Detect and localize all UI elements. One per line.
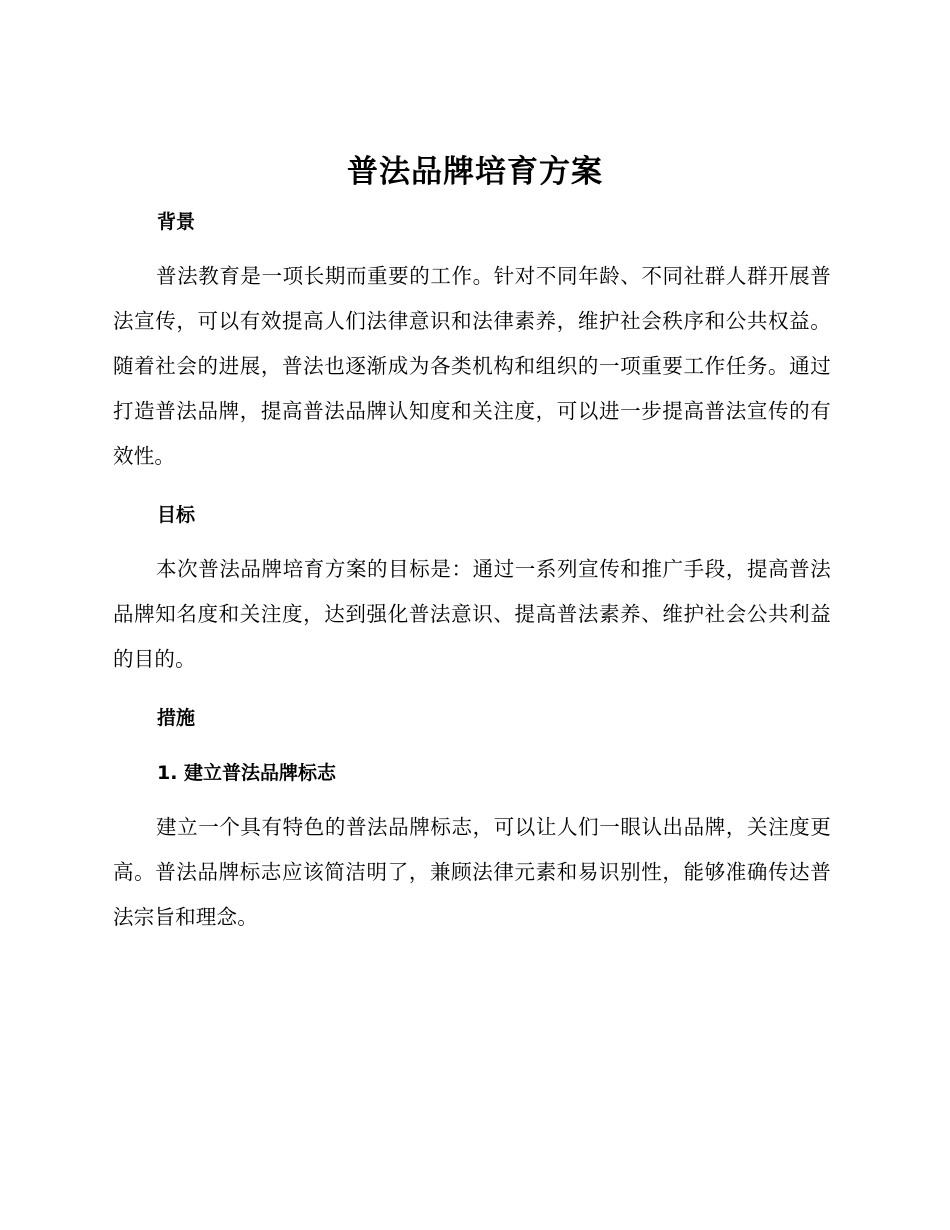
spacer (113, 792, 831, 805)
document-body (113, 203, 831, 940)
paragraph-measure-1: 建立一个具有特色的普法品牌标志，可以让人们一眼认出品牌，关注度更高。普法品牌标志应该简洁明了，兼顾法律元素和易识别性，能够准确传达普法宗旨和理念。 (113, 815, 831, 929)
spacer (113, 479, 831, 496)
spacer (113, 737, 831, 754)
spacer (113, 534, 831, 547)
document-title: 普法品牌培育方案 (347, 154, 603, 190)
paragraph-background: 普法教育是一项长期而重要的工作。针对不同年龄、不同社群人群开展普法宣传，可以有效提高人们法律意识和法律素养，维护社会秩序和公共权益。随着社会的进展，普法也逐渐成为各类机构和组织的一项重要工作任务。通过打造普法品牌，提高普法品牌认知度和关注度，可以进一步提高普法宣传的有效性。 (113, 264, 831, 468)
spacer (113, 241, 831, 254)
section-heading-measures: 措施 (157, 707, 196, 729)
measure-item-heading-1: 1. 建立普法品牌标志 (157, 762, 337, 784)
spacer (113, 682, 831, 699)
section-heading-goal: 目标 (157, 504, 196, 526)
paragraph-goal: 本次普法品牌培育方案的目标是：通过一系列宣传和推广手段，提高普法品牌知名度和关注度，达到强化普法意识、提高普法素养、维护社会公共利益的目的。 (113, 557, 831, 671)
section-heading-background: 背景 (157, 211, 196, 233)
